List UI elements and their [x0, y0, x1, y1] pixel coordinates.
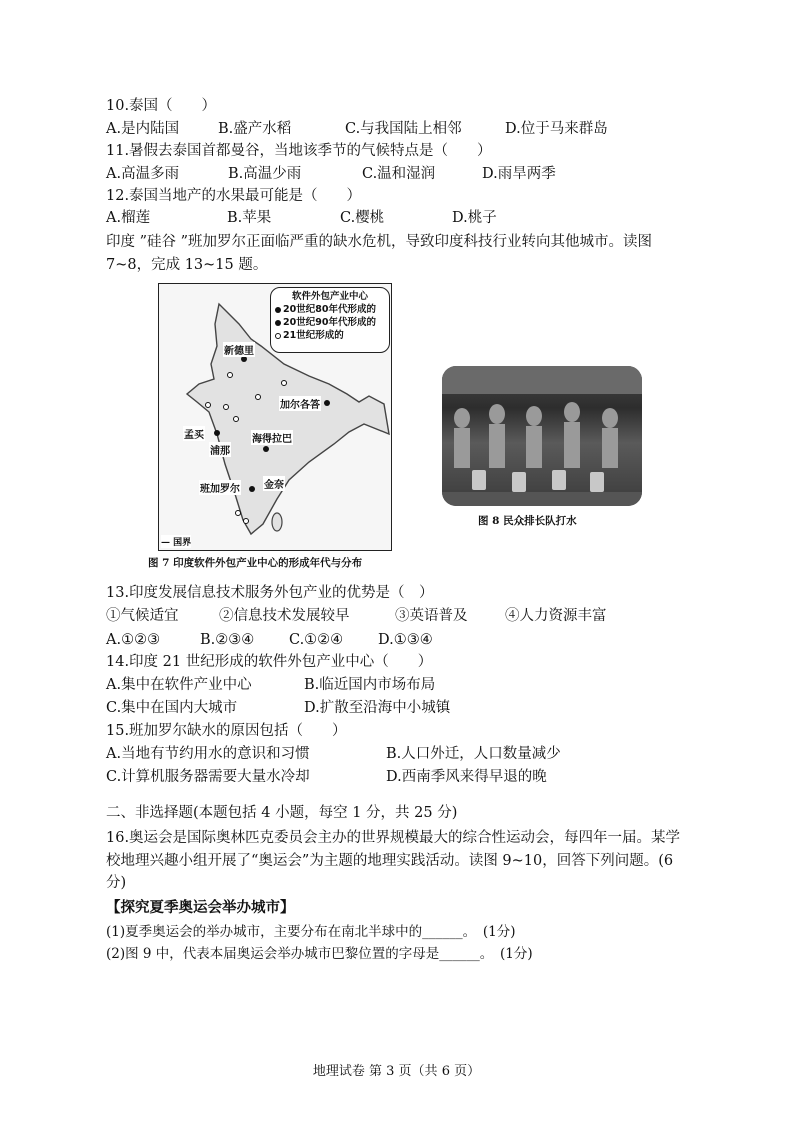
q13-option-b: B.②③④ [200, 632, 255, 648]
q13-stem: 13.印度发展信息技术服务外包产业的优势是（ ） [106, 585, 434, 601]
q15-option-a: A.当地有节约用水的意识和习惯 [106, 746, 310, 762]
india-map-figure [158, 283, 392, 551]
q10-option-b: B.盛产水稻 [218, 121, 292, 137]
border-key: — 国界 [161, 535, 191, 548]
q10-option-d: D.位于马来群岛 [505, 121, 608, 137]
q10-stem: 10.泰国（ ） [106, 98, 217, 114]
marker-21st-5 [235, 510, 241, 516]
q13-factor-2: ②信息技术发展较早 [219, 608, 350, 624]
city-new-delhi: 新德里 [223, 342, 255, 357]
q12-option-b: B.苹果 [227, 210, 272, 226]
reading-intro: 印度 ”硅谷 ”班加罗尔正面临严重的缺水危机，导致印度科技行业转向其他城市。读图 7~8，完成 13~15 题。 [106, 234, 653, 273]
queue-photo [442, 366, 642, 506]
crowd-photo-image [442, 366, 642, 506]
marker-hyderabad [263, 446, 269, 452]
q13-factor-3: ③英语普及 [395, 608, 468, 624]
map-legend [270, 287, 390, 353]
city-hyderabad: 海得拉巴 [251, 430, 293, 445]
q10-option-c: C.与我国陆上相邻 [345, 121, 462, 137]
q16-sub1: (1)夏季奥运会的举办城市，主要分布在南北半球中的______。 (1分) [106, 924, 516, 940]
q14-option-d: D.扩散至沿海中小城镇 [304, 700, 451, 716]
q12-option-a: A.榴莲 [106, 210, 151, 226]
page-footer: 地理试卷 第 3 页（共 6 页） [312, 1064, 481, 1079]
q15-option-c: C.计算机服务器需要大量水冷却 [106, 769, 310, 785]
q11-option-a: A.高温多雨 [106, 166, 180, 182]
marker-21st-1 [227, 372, 233, 378]
q14-option-b: B.临近国内市场布局 [304, 677, 436, 693]
marker-21st-4 [233, 416, 239, 422]
q10-option-a: A.是内陆国 [106, 121, 180, 137]
legend-title: 软件外包产业中心 [291, 291, 368, 302]
marker-kolkata [324, 400, 330, 406]
q14-stem: 14.印度 21 世纪形成的软件外包产业中心（ ） [106, 654, 433, 670]
q15-option-b: B.人口外迁，人口数量减少 [386, 746, 561, 762]
q14-option-c: C.集中在国内大城市 [106, 700, 238, 716]
marker-21st-3 [223, 404, 229, 410]
filled-dot-icon [275, 307, 281, 313]
q15-stem: 15.班加罗尔缺水的原因包括（ ） [106, 723, 347, 739]
q12-stem: 12.泰国当地产的水果最可能是（ ） [106, 188, 362, 204]
q13-option-c: C.①②④ [289, 632, 344, 648]
hollow-dot-icon [275, 333, 281, 339]
q13-option-a: A.①②③ [106, 632, 161, 648]
marker-21st-2 [205, 402, 211, 408]
q11-option-c: C.温和湿润 [362, 166, 436, 182]
q16-sub2: (2)图 9 中，代表本届奥运会举办城市巴黎位置的字母是______。 (1分) [106, 946, 533, 962]
city-bangalore: 班加罗尔 [199, 480, 241, 495]
legend-item-21st: 21世纪形成的 [271, 329, 389, 342]
q16-subheading: 【探究夏季奥运会举办城市】 [106, 899, 295, 916]
filled-dot-icon [275, 320, 281, 326]
q16-stem: 16.奥运会是国际奥林匹克委员会主办的世界规模最大的综合性运动会，每四年一届。某学校地理兴趣小组开展了“奥运会”为主题的地理实践活动。读图 9~10，回答下列问题。(6 分) [106, 830, 681, 891]
marker-bangalore [249, 486, 255, 492]
legend-item-1990s: 20世纪90年代形成的 [271, 316, 389, 329]
q11-option-d: D.雨旱两季 [482, 166, 556, 182]
city-kolkata: 加尔各答 [279, 396, 321, 411]
marker-21st-6 [243, 518, 249, 524]
city-pune: 浦那 [209, 442, 231, 457]
figure8-caption: 图 8 民众排长队打水 [478, 515, 577, 527]
q13-factor-4: ④人力资源丰富 [505, 608, 607, 624]
marker-21st-8 [255, 394, 261, 400]
q12-option-d: D.桃子 [452, 210, 497, 226]
section2-heading: 二、非选择题(本题包括 4 小题，每空 1 分，共 25 分) [106, 805, 458, 821]
q13-factor-1: ①气候适宜 [106, 608, 179, 624]
figure7-caption: 图 7 印度软件外包产业中心的形成年代与分布 [148, 557, 363, 569]
q12-option-c: C.樱桃 [340, 210, 385, 226]
q14-option-a: A.集中在软件产业中心 [106, 677, 252, 693]
city-mumbai: 孟买 [183, 426, 205, 441]
q15-option-d: D.西南季风来得早退的晚 [386, 769, 547, 785]
legend-item-1980s: 20世纪80年代形成的 [271, 303, 389, 316]
marker-mumbai [214, 430, 220, 436]
q13-option-d: D.①③④ [378, 632, 433, 648]
city-chennai: 金奈 [263, 476, 285, 491]
q11-option-b: B.高温少雨 [228, 166, 302, 182]
q11-stem: 11.暑假去泰国首都曼谷，当地该季节的气候特点是（ ） [106, 143, 492, 159]
marker-21st-7 [281, 380, 287, 386]
